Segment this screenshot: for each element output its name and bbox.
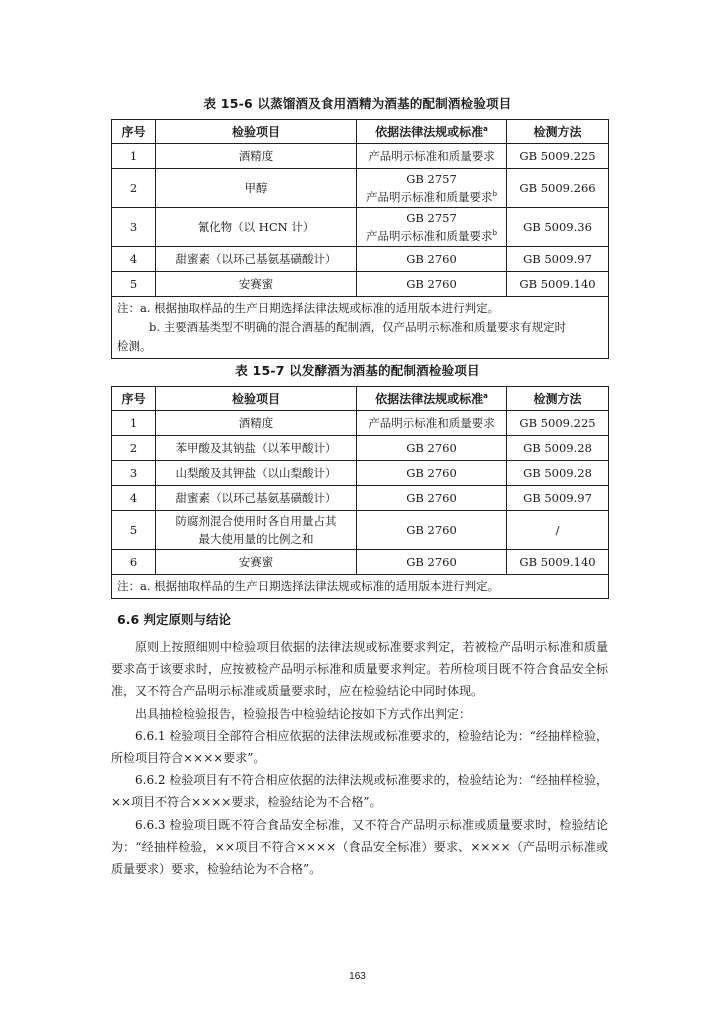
table2-caption: 表 15-7 以发酵酒为酒基的配制酒检验项目: [235, 363, 480, 378]
header-no: 序号: [112, 120, 156, 144]
table1-note: 注：a. 根据抽取样品的生产日期选择法律法规或标准的适用版本进行判定。 b. 主要酒基类型不明确的混合酒基的配制酒，仅产品明示标准和质量要求有规定时 检测。: [112, 297, 609, 359]
table1-caption: 表 15-6 以蒸馏酒及食用酒精为酒基的配制酒检验项目: [203, 96, 512, 111]
cell-basis: GB 2760: [357, 511, 507, 550]
table-row: [112, 486, 609, 511]
cell-basis: GB 2760: [357, 272, 507, 297]
cell-item: 酒精度: [156, 411, 357, 436]
table-row: [112, 436, 609, 461]
table-row: [112, 411, 609, 436]
cell-method: GB 5009.225: [507, 144, 609, 169]
cell-basis: GB 2760: [357, 461, 507, 486]
cell-item: 甜蜜素（以环己基氨基磺酸计）: [156, 247, 357, 272]
cell-no: 3: [112, 208, 156, 247]
cell-item: 苯甲酸及其钠盐（以苯甲酸计）: [156, 436, 357, 461]
header-item: 检验项目: [156, 120, 357, 144]
cell-basis: 产品明示标准和质量要求: [357, 411, 507, 436]
cell-basis: GB 2760: [357, 550, 507, 575]
table1: [111, 119, 609, 359]
table-header-row: [112, 387, 609, 411]
table-note-row: [112, 575, 609, 599]
cell-no: 5: [112, 511, 156, 550]
paragraph: 6.6.3 检验项目既不符合食品安全标准，又不符合产品明示标准或质量要求时，检验结论为：“经抽样检验，××项目不符合××××（食品安全标准）要求、××××（产品明示标准或质量要求）要求，检验结论为不合格”。: [111, 817, 608, 877]
cell-method: /: [507, 511, 609, 550]
cell-no: 3: [112, 461, 156, 486]
table-row: [112, 247, 609, 272]
table2-note: 注：a. 根据抽取样品的生产日期选择法律法规或标准的适用版本进行判定。: [112, 575, 609, 599]
cell-basis: GB 2757 产品明示标准和质量要求$^b$: [357, 208, 507, 247]
paragraph: 6.6.1 检验项目全部符合相应依据的法律法规或标准要求的，检验结论为：“经抽样检验，所检项目符合××××要求”。: [111, 728, 608, 766]
cell-item: 安赛蜜: [156, 272, 357, 297]
section-title: 6.6 判定原则与结论: [117, 612, 231, 627]
cell-no: 6: [112, 550, 156, 575]
cell-no: 5: [112, 272, 156, 297]
cell-basis: 产品明示标准和质量要求: [357, 144, 507, 169]
cell-no: 4: [112, 486, 156, 511]
cell-method: GB 5009.97: [507, 247, 609, 272]
cell-method: GB 5009.225: [507, 411, 609, 436]
table-row: [112, 144, 609, 169]
table-row: [112, 550, 609, 575]
paragraph: 出具抽检检验报告，检验报告中检验结论按如下方式作出判定：: [135, 706, 472, 721]
header-method: 检测方法: [507, 120, 609, 144]
header-no: 序号: [112, 387, 156, 411]
cell-no: 4: [112, 247, 156, 272]
table-row: [112, 461, 609, 486]
table2: [111, 386, 609, 599]
cell-item: 甲醇: [156, 169, 357, 208]
header-basis: 依据法律法规或标准$^a$: [357, 120, 507, 144]
cell-method: GB 5009.28: [507, 461, 609, 486]
table-row: [112, 272, 609, 297]
cell-item: 山梨酸及其钾盐（以山梨酸计）: [156, 461, 357, 486]
page-number: 163: [349, 971, 366, 982]
header-method: 检测方法: [507, 387, 609, 411]
cell-method: GB 5009.140: [507, 550, 609, 575]
cell-item: 酒精度: [156, 144, 357, 169]
cell-no: 2: [112, 169, 156, 208]
cell-item: 甜蜜素（以环己基氨基磺酸计）: [156, 486, 357, 511]
table-note-row: [112, 297, 609, 359]
table-row: [112, 208, 609, 247]
header-basis: 依据法律法规或标准$^a$: [357, 387, 507, 411]
cell-no: 2: [112, 436, 156, 461]
cell-basis: GB 2760: [357, 247, 507, 272]
section-body: [111, 636, 608, 880]
cell-item: 氰化物（以 HCN 计）: [156, 208, 357, 247]
cell-method: GB 5009.36: [507, 208, 609, 247]
paragraph: 原则上按照细则中检验项目依据的法律法规或标准要求判定，若被检产品明示标准和质量要求高于该要求时，应按被检产品明示标准和质量要求判定。若所检项目既不符合食品安全标准，又不符合产品明示标准或质量要求时，应在检验结论中同时体现。: [111, 640, 608, 699]
table-row: [112, 169, 609, 208]
cell-method: GB 5009.140: [507, 272, 609, 297]
header-item: 检验项目: [156, 387, 357, 411]
table-header-row: [112, 120, 609, 144]
cell-item: 防腐剂混合使用时各自用量占其 最大使用量的比例之和: [156, 511, 357, 550]
table-row: [112, 511, 609, 550]
cell-item: 安赛蜜: [156, 550, 357, 575]
paragraph: 6.6.2 检验项目有不符合相应依据的法律法规或标准要求的，检验结论为：“经抽样检验，××项目不符合××××要求，检验结论为不合格”。: [111, 773, 608, 810]
cell-method: GB 5009.97: [507, 486, 609, 511]
cell-method: GB 5009.28: [507, 436, 609, 461]
cell-method: GB 5009.266: [507, 169, 609, 208]
cell-basis: GB 2757 产品明示标准和质量要求$^b$: [357, 169, 507, 208]
cell-basis: GB 2760: [357, 486, 507, 511]
cell-no: 1: [112, 411, 156, 436]
cell-basis: GB 2760: [357, 436, 507, 461]
cell-no: 1: [112, 144, 156, 169]
